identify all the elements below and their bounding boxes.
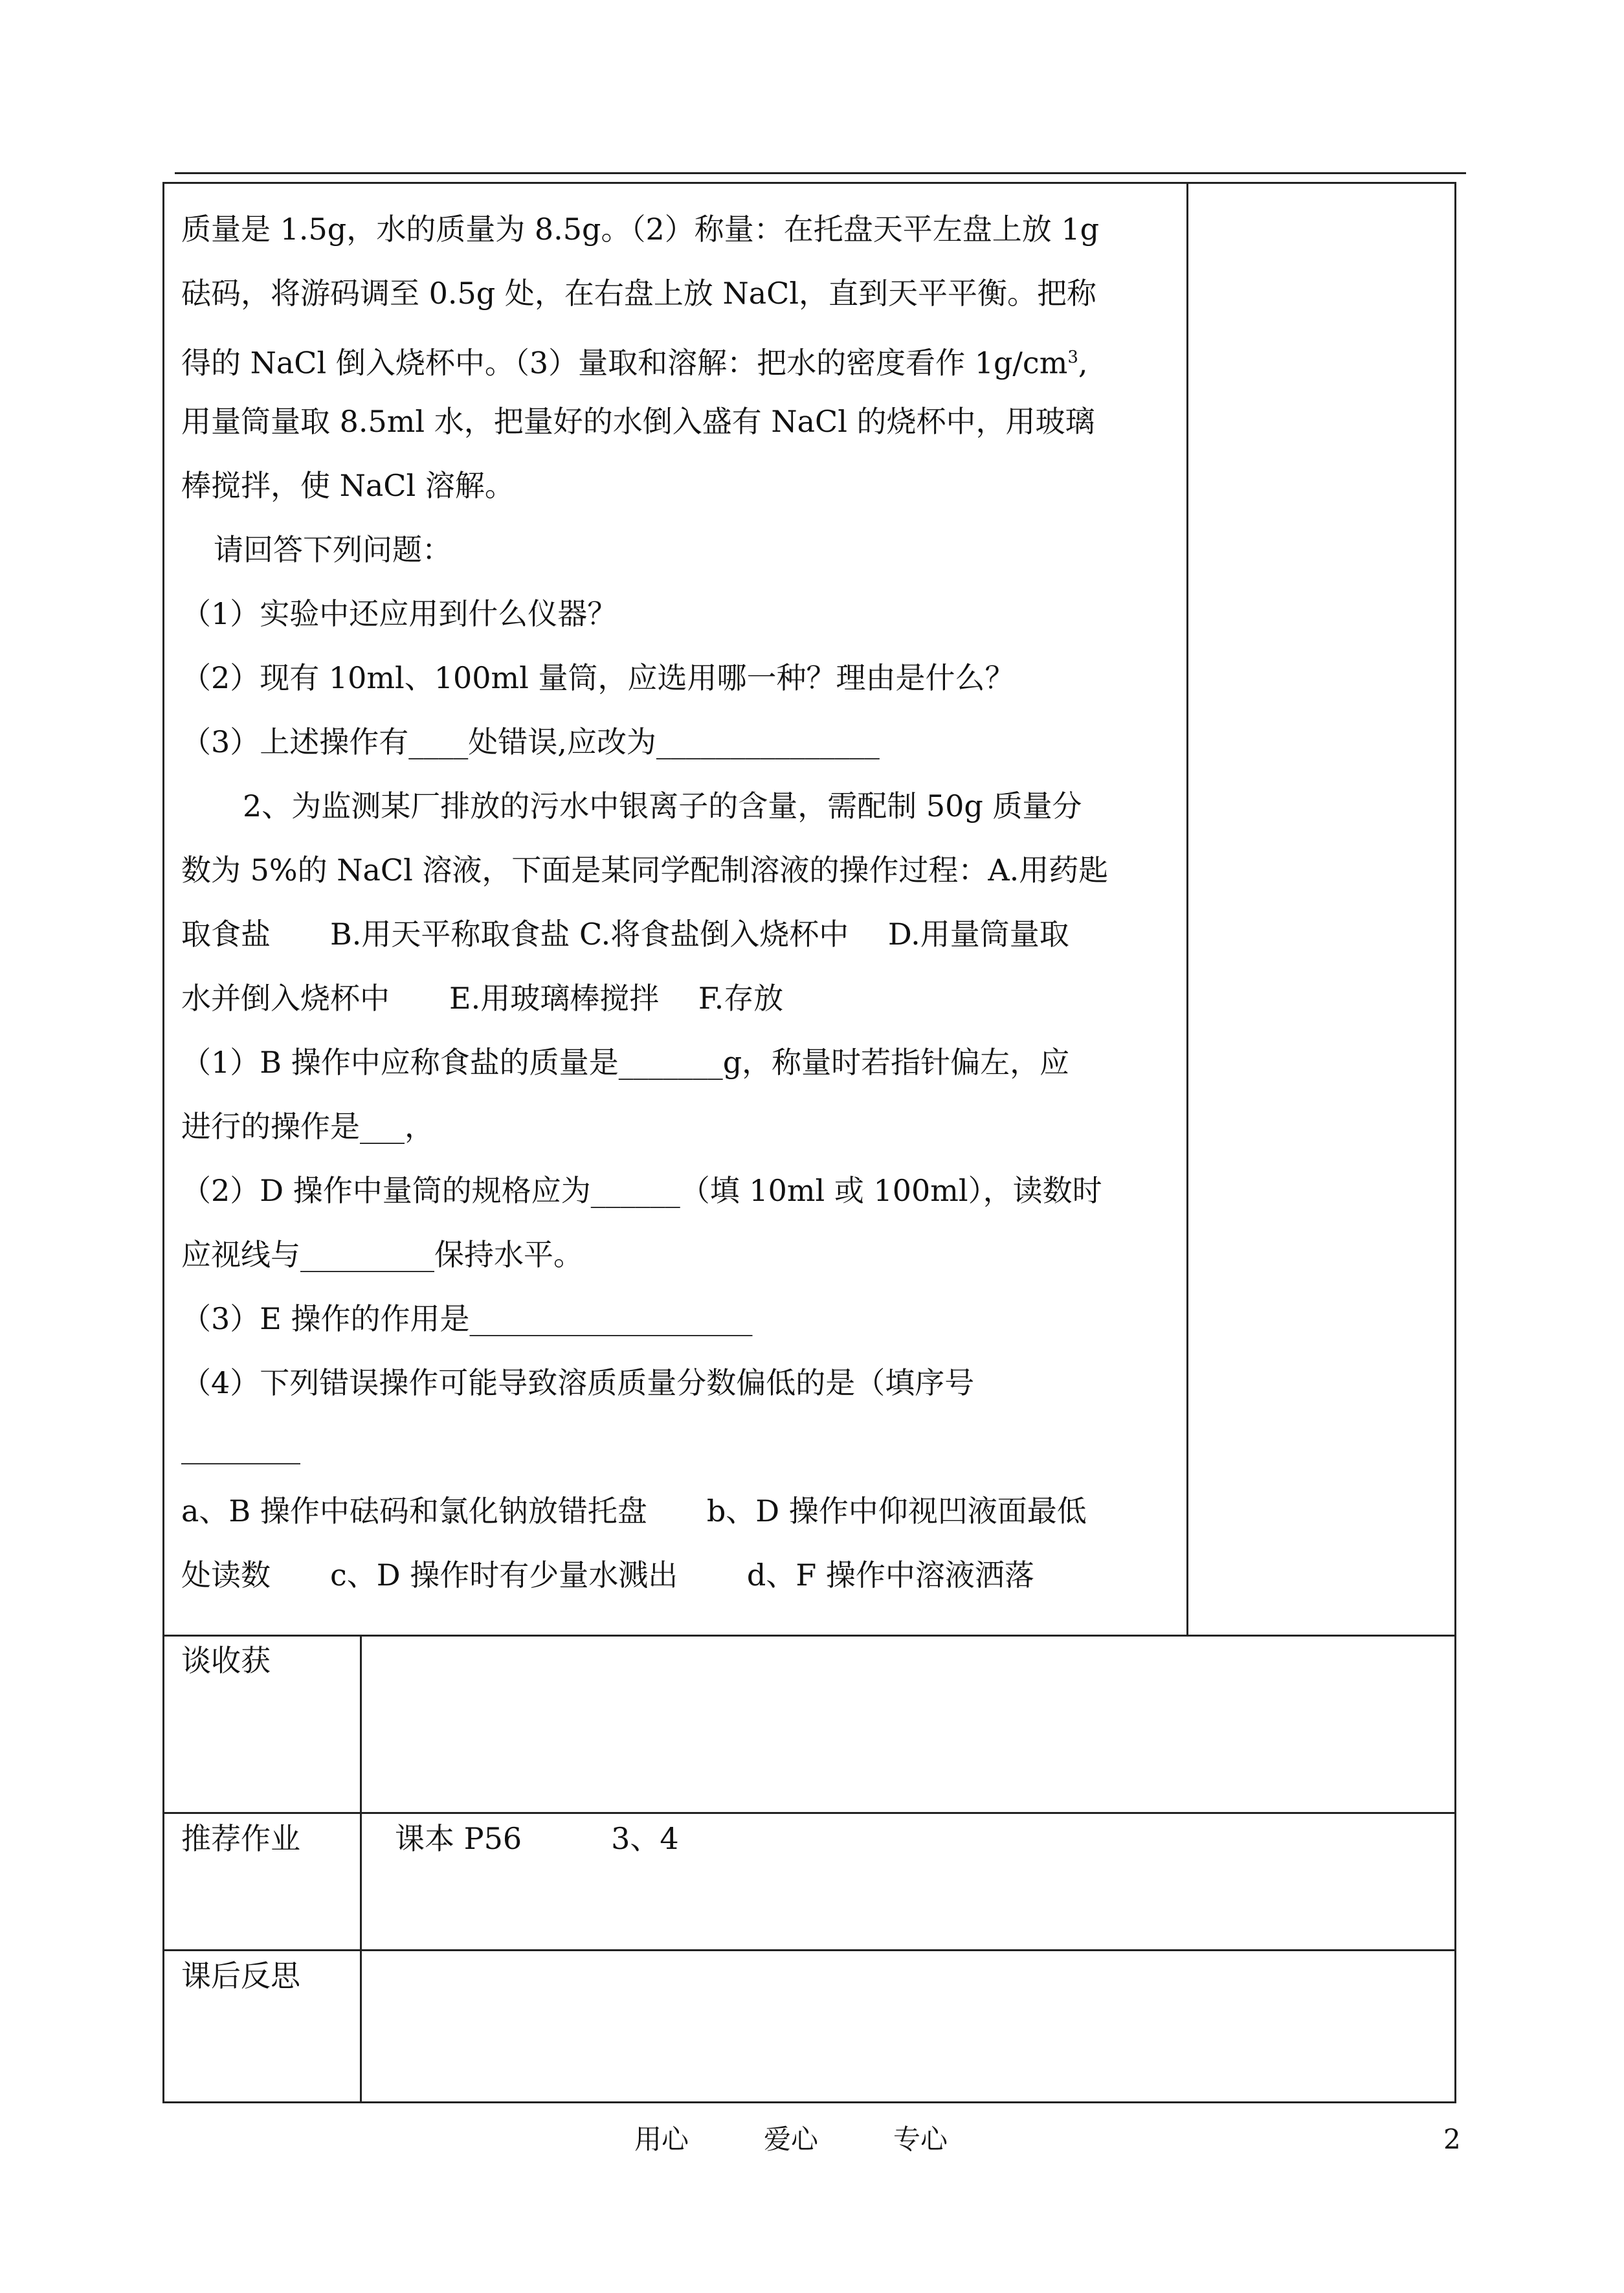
harvest-label: 谈收获 <box>181 1643 271 1678</box>
question-item: （2）D 操作中量筒的规格应为______（填 10ml 或 100ml），读数时 <box>181 1173 1102 1208</box>
text-line: 水并倒入烧杯中 E.用玻璃棒搅拌 F.存放 <box>181 981 784 1016</box>
text-line: 棒搅拌，使 NaCl 溶解。 <box>181 468 515 503</box>
text-line: 进行的操作是___， <box>181 1109 434 1144</box>
text-line: 砝码，将游码调至 0.5g 处，在右盘上放 NaCl，直到天平平衡。把称 <box>181 276 1097 311</box>
page-number: 2 <box>1443 2123 1461 2155</box>
row-separator-reflection <box>162 1949 1456 1951</box>
problem-content <box>181 197 1172 1607</box>
text-line: 用量筒量取 8.5ml 水，把量好的水倒入盛有 NaCl 的烧杯中，用玻璃 <box>181 404 1095 439</box>
label-column-divider <box>360 1635 362 2103</box>
footer-text-1: 用心 <box>634 2123 689 2155</box>
answer-blank: ________ <box>181 1429 300 1464</box>
text-line: 质量是 1.5g，水的质量为 8.5g。（2）称量：在托盘天平左盘上放 1g <box>181 212 1100 247</box>
question-item: （4）下列错误操作可能导致溶质质量分数偏低的是（填序号 <box>181 1365 975 1400</box>
side-column-divider <box>1186 182 1188 1636</box>
reflection-label: 课后反思 <box>181 1958 300 1993</box>
row-separator-harvest <box>162 1635 1456 1637</box>
text-line: 得的 NaCl 倒入烧杯中。（3）量取和溶解：把水的密度看作 $1g/cm^3$, <box>181 345 1088 381</box>
question-item: （3）上述操作有____处错误,应改为_______________ <box>181 724 880 759</box>
row-separator-homework <box>162 1812 1456 1814</box>
superscript-3: 3 <box>1067 348 1078 367</box>
homework-label: 推荐作业 <box>181 1821 300 1856</box>
option-line: a、B 操作中砝码和氯化钠放错托盘 b、D 操作中仰视凹液面最低 <box>181 1493 1087 1528</box>
question-item: （2）现有 10ml、100ml 量筒，应选用哪一种？理由是什么？ <box>181 660 1015 695</box>
homework-text: 课本 P56 3、4 <box>395 1821 679 1856</box>
text-line: 数为 5%的 NaCl 溶液，下面是某同学配制溶液的操作过程：A.用药匙 <box>181 853 1109 888</box>
footer-text-2: 爱心 <box>764 2123 819 2155</box>
footer-text-3: 专心 <box>893 2123 948 2155</box>
problem-2-intro: 2、为监测某厂排放的污水中银离子的含量，需配制 50g 质量分 <box>243 789 1082 823</box>
question-item: （1）B 操作中应称食盐的质量是_______g，称量时若指针偏左，应 <box>181 1045 1070 1080</box>
question-prompt: 请回答下列问题： <box>214 532 452 567</box>
question-item: （1）实验中还应用到什么仪器？ <box>181 596 617 631</box>
header-rule <box>175 172 1466 174</box>
option-line: 处读数 c、D 操作时有少量水溅出 d、F 操作中溶液洒落 <box>181 1558 1034 1593</box>
text-line: 应视线与_________保持水平。 <box>181 1237 583 1272</box>
text-line: 取食盐 B.用天平称取食盐 C.将食盐倒入烧杯中 D.用量筒量取 <box>181 917 1069 952</box>
question-item: （3）E 操作的作用是___________________ <box>181 1301 753 1336</box>
